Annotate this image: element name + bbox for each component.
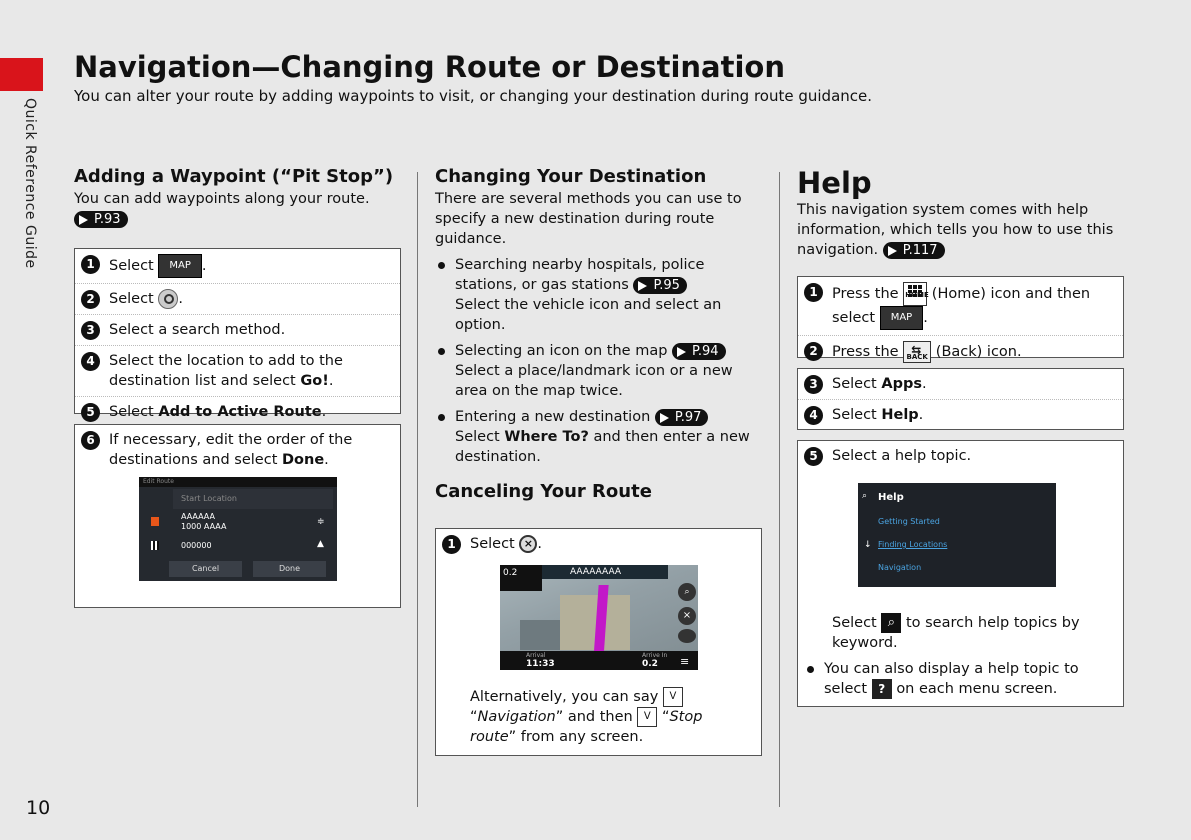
arrow-down-icon: ↓: [864, 540, 872, 550]
help-topic[interactable]: Getting Started: [878, 517, 940, 526]
menu-icon[interactable]: ≡: [680, 655, 690, 668]
row-2: 000000: [181, 541, 212, 550]
stop-icon[interactable]: ×: [678, 607, 696, 625]
method-nearby: Searching nearby hospitals, police stations, or gas stations P.95 Select the vehicle icon and select an option.: [435, 255, 765, 335]
destination-intro: There are several methods you can use to specify a new destination during route guidance.: [435, 191, 742, 247]
home-icon: HOME: [903, 282, 927, 306]
method-map-icon: Selecting an icon on the map P.94 Select a place/landmark icon or a new area on the map twice.: [435, 341, 765, 401]
help-bullet: [804, 659, 1114, 705]
edit-route-screenshot: [139, 477, 337, 581]
search-icon: ⌕: [881, 613, 901, 633]
step-6: 6 If necessary, edit the order of the destinations and select Done.: [75, 425, 400, 475]
arrival-label: Arrival: [526, 652, 546, 659]
section-tab: [0, 58, 43, 91]
help-topic-note: You can also display a help topic to select ? on each menu screen.: [804, 659, 1114, 699]
side-label: Quick Reference Guide: [22, 98, 38, 269]
cancel-route-heading: Canceling Your Route: [435, 481, 652, 502]
search-icon: ⌕: [862, 491, 868, 501]
destination-methods: [435, 255, 765, 467]
flag-icon: [151, 517, 159, 526]
street-name: AAAAAAAA: [542, 565, 668, 579]
help-step-5: 5 Select a help topic.: [798, 441, 1123, 471]
voice-icon: ᐯ: [637, 707, 657, 727]
stop-icon: ×: [519, 535, 537, 553]
question-icon: ?: [872, 679, 892, 699]
method-new-destination: Entering a new destination P.97 Select Where To? and then enter a new destination.: [435, 407, 765, 467]
page-subtitle: You can alter your route by adding waypoints to visit, or changing your destination during route guidance.: [74, 87, 873, 105]
help-section: [797, 166, 1127, 260]
page-ref[interactable]: P.93: [74, 211, 128, 228]
step-4: 4 Select the location to add to the destination list and select Go!.: [75, 346, 400, 397]
help-topic[interactable]: Finding Locations: [878, 540, 948, 549]
help-steps-a: [797, 276, 1124, 361]
checkered-flag-icon: [151, 541, 159, 550]
page-ref[interactable]: P.117: [883, 242, 945, 259]
arrival-time: 11:33: [526, 659, 555, 669]
help-steps-b: [797, 368, 1124, 430]
voice-icon: ᐯ: [663, 687, 683, 707]
search-note: Select ⌕ to search help topics by keyword.: [832, 615, 1080, 651]
column-divider: [779, 172, 780, 807]
search-icon: [158, 289, 178, 309]
vehicle-icon[interactable]: [678, 629, 696, 643]
help-step-2: 2 Press the ⇆ BACK (Back) icon.: [798, 336, 1123, 368]
help-steps-c: [797, 440, 1124, 707]
help-step-3: 3 Select Apps.: [798, 369, 1123, 400]
arrive-in-label: Arrive In: [642, 652, 668, 659]
waypoint-heading: Adding a Waypoint (“Pit Stop”): [74, 166, 394, 187]
step-1: 1 Select MAP .: [75, 249, 400, 284]
help-step-1: 1 Press the HOME (Home) icon and then select MAP .: [798, 277, 1123, 336]
destination-heading: Changing Your Destination: [435, 166, 707, 187]
move-down-icon: ≑: [317, 517, 325, 527]
done-button[interactable]: Done: [253, 561, 326, 577]
step-3: 3 Select a search method.: [75, 315, 400, 346]
step-2: 2 Select .: [75, 284, 400, 315]
search-icon[interactable]: ⌕: [678, 583, 696, 601]
row-1: AAAAAA 1000 AAAA: [181, 512, 227, 531]
help-topic[interactable]: Navigation: [878, 563, 922, 572]
help-step-4: 4 Select Help.: [798, 400, 1123, 430]
column-divider: [417, 172, 418, 807]
help-screen-title: Help: [878, 492, 904, 503]
page-ref[interactable]: P.94: [672, 343, 726, 360]
step-5: 5 Select Add to Active Route.: [75, 397, 400, 427]
voice-alternative: Alternatively, you can say ᐯ “Navigation” and then ᐯ “Stop route” from any screen.: [470, 689, 703, 745]
waypoint-section: [74, 166, 404, 229]
arrive-in-distance: 0.2: [642, 659, 658, 669]
cancel-route-box: [435, 528, 762, 756]
waypoint-steps: [74, 248, 401, 420]
waypoint-intro: You can add waypoints along your route. P.93: [74, 191, 370, 227]
cancel-step-1: 1 Select × .: [436, 529, 761, 559]
page-ref[interactable]: P.95: [633, 277, 687, 294]
cancel-button[interactable]: Cancel: [169, 561, 242, 577]
move-up-icon: ▲: [317, 539, 324, 549]
page-title: Navigation—Changing Route or Destination: [74, 50, 785, 84]
map-button-icon: MAP: [158, 254, 202, 278]
map-button-icon: MAP: [880, 306, 924, 330]
turn-distance: 0.2: [500, 565, 542, 591]
help-heading: Help: [797, 166, 872, 200]
start-location: Start Location: [173, 489, 333, 509]
destination-section: [435, 166, 765, 504]
page-ref[interactable]: P.97: [655, 409, 709, 426]
help-intro: This navigation system comes with help information, which tells you how to use this navigation. P.117: [797, 202, 1114, 258]
screen-header: Edit Route: [139, 477, 337, 487]
back-icon: ⇆ BACK: [903, 341, 931, 363]
map-screenshot: [500, 565, 698, 670]
waypoint-step-6: [74, 424, 401, 608]
page-number: 10: [26, 797, 51, 819]
help-screenshot: [858, 483, 1056, 587]
